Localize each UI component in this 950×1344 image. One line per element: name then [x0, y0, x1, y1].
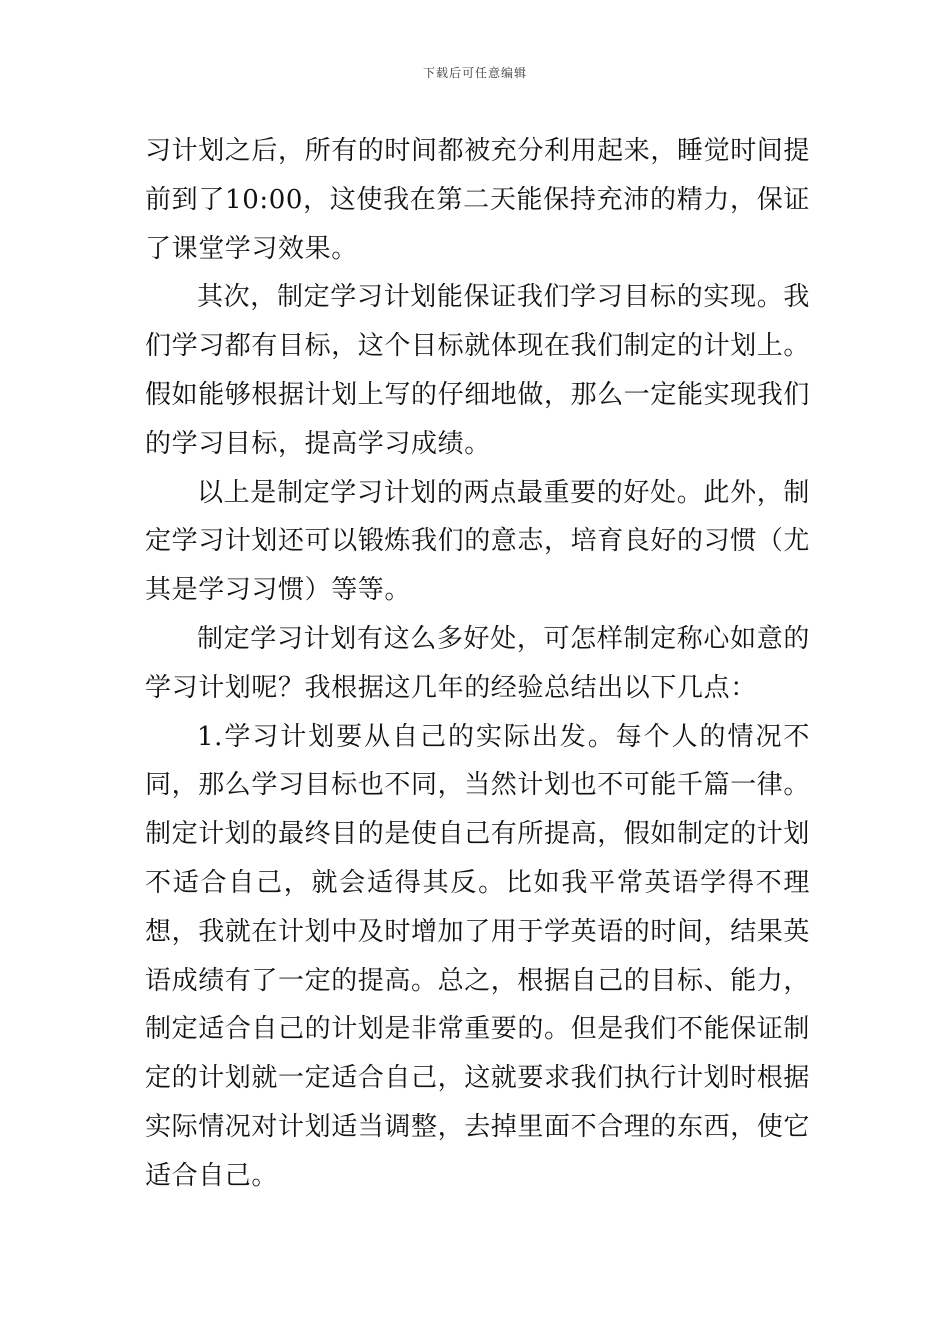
- paragraph-other-benefits: 以上是制定学习计划的两点最重要的好处。此外，制定学习计划还可以锻炼我们的意志，培育良好的习惯（尤其是学习习惯）等等。: [145, 477, 811, 606]
- paragraph-continuation: 习计划之后，所有的时间都被充分利用起来，睡觉时间提前到了10:00，这使我在第二天能保持充沛的精力，保证了课堂学习效果。: [145, 136, 811, 264]
- paragraph-how-to-plan: 制定学习计划有这么多好处，可怎样制定称心如意的学习计划呢？我根据这几年的经验总结出以下几点：: [145, 623, 810, 703]
- document-body: [145, 127, 810, 1201]
- paragraph-second-benefit: 其次，制定学习计划能保证我们学习目标的实现。我们学习都有目标，这个目标就体现在我们制定的计划上。假如能够根据计划上写的仔细地做，那么一定能实现我们的学习目标，提高学习成绩。: [145, 282, 811, 459]
- download-note: 下载后可任意编辑: [422, 66, 527, 80]
- paragraph-point-one: 1.学习计划要从自己的实际出发。每个人的情况不同，那么学习目标也不同，当然计划也不可能千篇一律。制定计划的最终目的是使自己有所提高，假如制定的计划不适合自己，就会适得其反。比如我平常英语学得不理想，我就在计划中及时增加了用于学英语的时间，结果英语成绩有了一定的提高。总之，根据自己的目标、能力，制定适合自己的计划是非常重要的。但是我们不能保证制定的计划就一定适合自己，这就要求我们执行计划时根据实际情况对计划适当调整，去掉里面不合理的东西，使它适合自己。: [145, 721, 811, 1191]
